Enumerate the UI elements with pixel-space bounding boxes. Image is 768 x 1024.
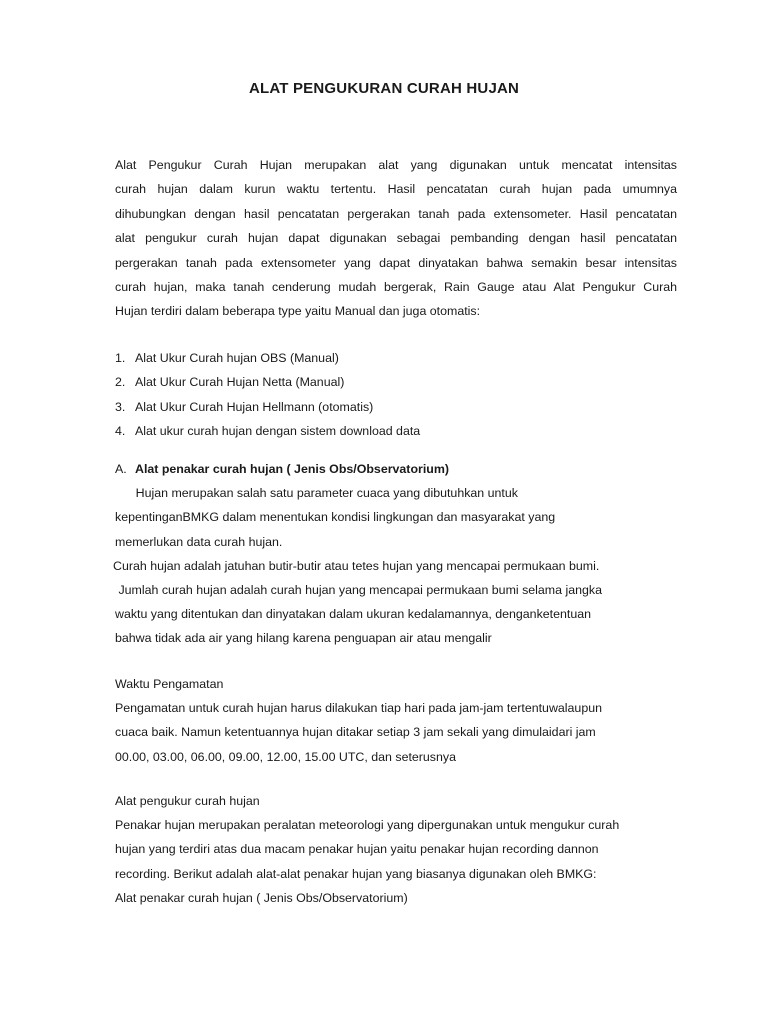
alat-line: recording. Berikut adalah alat-alat penakar hujan yang biasanya digunakan oleh BMKG: [115, 866, 597, 881]
list-item-text: Alat Ukur Curah hujan OBS (Manual) [135, 351, 339, 365]
section-a-heading [115, 457, 675, 481]
intro-line: curah hujan dalam kurun waktu tertentu. Hasil pencatatan curah hujan pada umumnya [115, 182, 677, 197]
list-number: 4. [115, 424, 126, 439]
list-item-text: Alat Ukur Curah Hujan Netta (Manual) [135, 375, 345, 390]
section-a [115, 457, 675, 651]
section-heading-text: Alat penakar curah hujan ( Jenis Obs/Observatorium) [135, 462, 449, 476]
intro-paragraph [115, 153, 677, 324]
list-item [115, 346, 420, 370]
alat-section [115, 789, 675, 910]
section-a-line: Curah hujan adalah jatuhan butir-butir atau tetes hujan yang mencapai permukaan bumi. [113, 558, 600, 573]
intro-line: alat pengukur curah hujan dapat digunakan sebagai pembanding dengan hasil pencatatan [115, 231, 677, 246]
section-a-line: Hujan merupakan salah satu parameter cuaca yang dibutuhkan untuk [115, 486, 518, 501]
section-a-line: waktu yang ditentukan dan dinyatakan dalam ukuran kedalamannya, denganketentuan [115, 607, 592, 622]
waktu-line: Pengamatan untuk curah hujan harus dilakukan tiap hari pada jam-jam tertentuwalaupun [115, 701, 602, 716]
list-item-text: Alat ukur curah hujan dengan sistem download data [135, 424, 421, 439]
list-number: 2. [115, 375, 126, 390]
list-number: 3. [115, 399, 126, 414]
numbered-list [115, 346, 420, 444]
list-item [115, 395, 420, 419]
section-a-line: Jumlah curah hujan adalah curah hujan yang mencapai permukaan bumi selama jangka [115, 583, 602, 598]
waktu-section [115, 672, 675, 769]
list-number: 1. [115, 351, 126, 365]
waktu-line: cuaca baik. Namun ketentuannya hujan ditakar setiap 3 jam sekali yang dimulaidari jam [115, 725, 596, 740]
list-item-text: Alat Ukur Curah Hujan Hellmann (otomatis) [135, 399, 374, 414]
alat-line: Penakar hujan merupakan peralatan meteorologi yang dipergunakan untuk mengukur curah [115, 818, 620, 833]
alat-heading: Alat pengukur curah hujan [115, 794, 260, 808]
alat-line: hujan yang terdiri atas dua macam penakar hujan yaitu penakar hujan recording dannon [115, 842, 599, 857]
intro-line: dihubungkan dengan hasil pencatatan pergerakan tanah pada extensometer. Hasil pencatatan [115, 206, 677, 221]
section-letter: A. [115, 462, 127, 476]
section-a-line: kepentinganBMKG dalam menentukan kondisi lingkungan dan masyarakat yang [115, 510, 556, 525]
section-a-line: bahwa tidak ada air yang hilang karena penguapan air atau mengalir [115, 631, 492, 646]
section-a-line: memerlukan data curah hujan. [115, 534, 283, 549]
intro-line: Alat Pengukur Curah Hujan merupakan alat yang digunakan untuk mencatat intensitas [115, 158, 677, 172]
intro-line: Hujan terdiri dalam beberapa type yaitu Manual dan juga otomatis: [115, 304, 481, 319]
page-title: ALAT PENGUKURAN CURAH HUJAN [248, 80, 520, 97]
waktu-line: 00.00, 03.00, 06.00, 09.00, 12.00, 15.00 UTC, dan seterusnya [115, 749, 456, 764]
alat-line: Alat penakar curah hujan ( Jenis Obs/Observatorium) [115, 890, 408, 905]
list-item [115, 419, 420, 443]
intro-line: curah hujan, maka tanah cenderung mudah bergerak, Rain Gauge atau Alat Pengukur Curah [115, 280, 677, 295]
waktu-heading: Waktu Pengamatan [115, 677, 224, 691]
intro-line: pergerakan tanah pada extensometer yang dapat dinyatakan bahwa semakin besar intensitas [115, 255, 677, 270]
list-item [115, 370, 420, 394]
